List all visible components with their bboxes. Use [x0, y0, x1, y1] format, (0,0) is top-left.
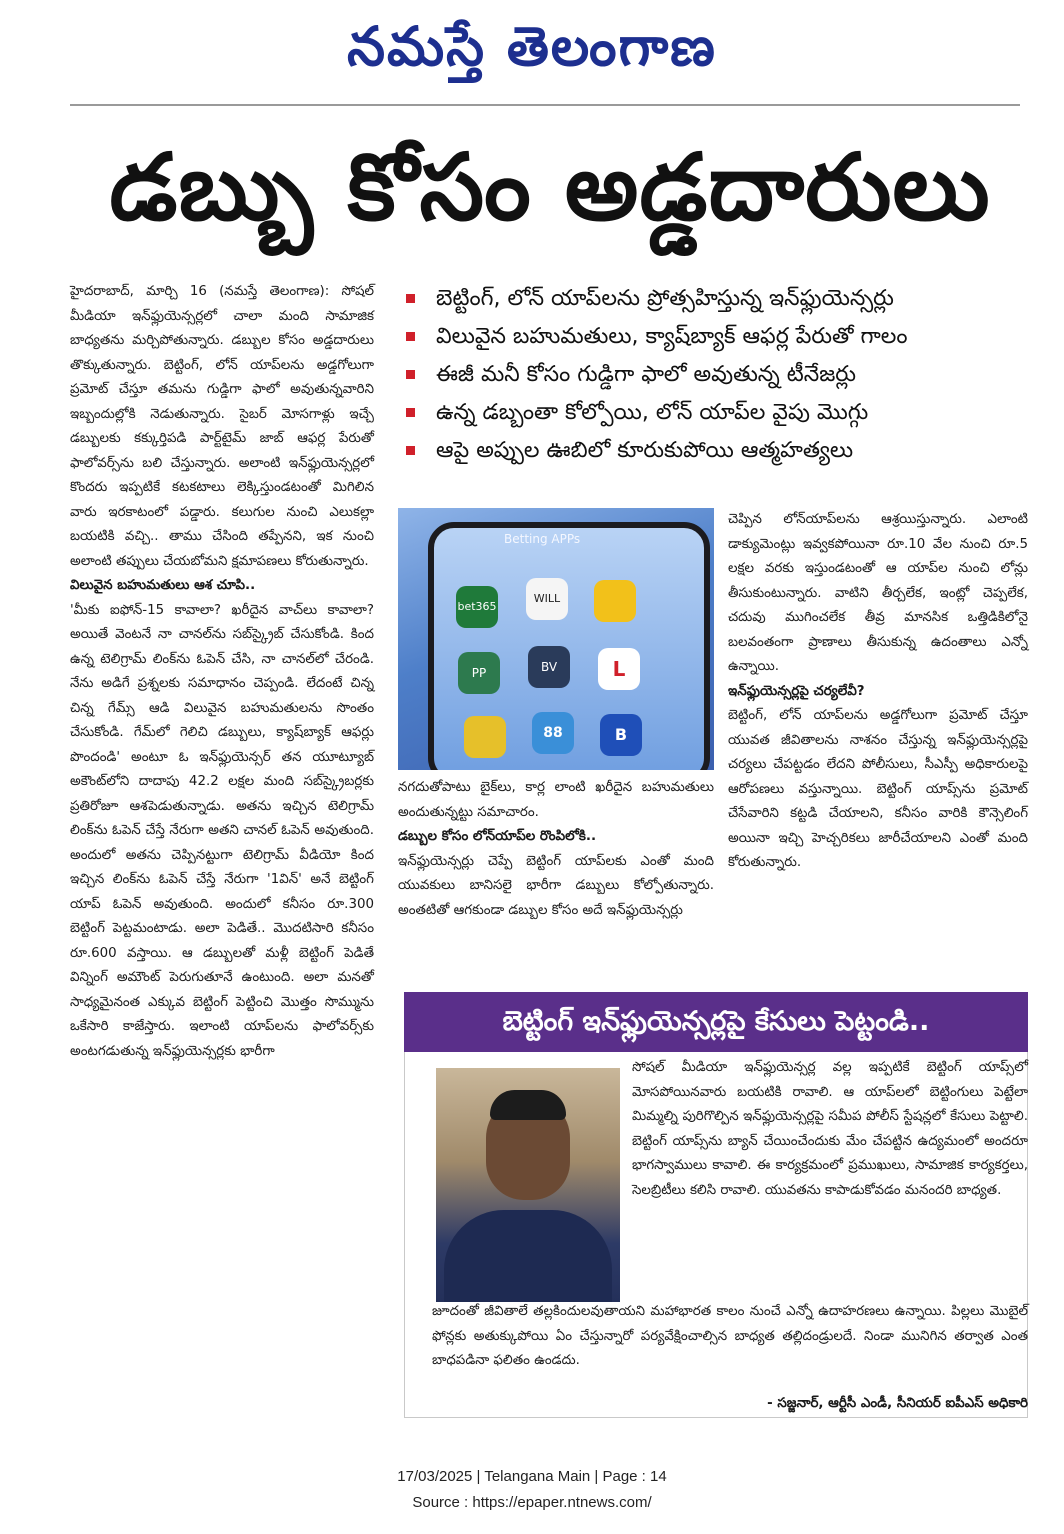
bullet-item: ఉన్న డబ్బంతా కోల్పోయి, లోన్ యాప్‌ల వైపు మొగ్గు	[400, 394, 1030, 432]
right-column	[728, 508, 1028, 876]
bullet-item: విలువైన బహుమతులు, క్యాష్‌బ్యాక్ ఆఫర్ల పేరుతో గాలం	[400, 318, 1030, 356]
middle-column	[398, 776, 714, 923]
bullet-item: బెట్టింగ్, లోన్ యాప్‌లను ప్రోత్సహిస్తున్న ఇన్‌ఫ్లుయెన్సర్లు	[400, 280, 1030, 318]
bullet-square-icon	[406, 446, 415, 455]
masthead-logo: నమస్తే తెలంగాణ	[347, 14, 717, 78]
bullet-item: ఆపై అప్పుల ఊబిలో కూరుకుపోయి ఆత్మహత్యలు	[400, 432, 1030, 470]
mid-paragraph-1: నగదుతోపాటు బైక్‌లు, కార్ల లాంటి ఖరీదైన బహుమతులు అందుతున్నట్టు సమాచారం.	[398, 780, 714, 820]
bullet-item: ఈజీ మనీ కోసం గుడ్డిగా ఫాలో అవుతున్న టీనేజర్లు	[400, 356, 1030, 394]
right-paragraph-2: బెట్టింగ్, లోన్ యాప్‌లను అడ్డగోలుగా ప్రమోట్ చేస్తూ యువత జీవితాలను నాశనం చేస్తున్న ఇన్‌ఫ్లుయెన్సర్లపై చర్యలు చేపట్టడం లేదని పోలీసులు, సీఎస్పీ అధికారులపై ఆరోపణలు వస్తున్నాయి. బెట్టింగ్ యాప్స్‌ను ప్రమోట్ చేసేవారిని కట్టడి చేయాలని, కనీసం వారికి కౌన్సెలింగ్ అయినా ఇచ్చి హెచ్చరికలు జారీచేయాలని ఎంతో మంది కోరుతున్నారు.	[728, 708, 1028, 870]
headline: డబ్బు కోసం అడ్డదారులు	[109, 134, 991, 241]
left-paragraph-2: 'మీకు ఐఫోన్-15 కావాలా? ఖరీదైన వాచ్‌లు కావాలా? అయితే వెంటనే నా చానల్‌ను సబ్‌స్క్రైబ్ చేసుకోండి. కింద ఉన్న టెలిగ్రామ్ లింక్‌ను ఓపెన్ చేసి, నా చానల్‌లో చేరండి. నేను అడిగే ప్రశ్నలకు సమాధానం చెప్పండి. లేదంటే చిన్న చిన్న గేమ్స్ ఆడి విలువైన బహుమతులను సొంతం చేసుకోండి. గేమ్‌లో గెలిచి డబ్బులు, క్యాష్‌బ్యాక్ ఆఫర్లు పొందండి' అంటూ ఓ ఇన్‌ఫ్లుయెన్సర్ తన యూట్యూబ్ అకౌంట్‌లోని దాదాపు 42.2 లక్షల మంది సబ్‌స్క్రైబర్లకు ప్రతిరోజూ ఆశపెడుతున్నాడు. అతను ఇచ్చిన టెలిగ్రామ్ లింక్‌ను ఓపెన్ చేస్తే నేరుగా అతని చానల్ ఓపెన్ అవుతుంది. అందులో అతను చెప్పినట్టుగా టెలిగ్రామ్ వీడియో కింద ఇచ్చిన లింక్‌ను ఓపెన్ చేస్తే నేరుగా '1విన్' అనే బెట్టింగ్ యాప్ ఓపెన్ అవుతుంది. అందులో కనీసం రూ.300 బెట్టింగ్ పెట్టమంటాడు. అలా పెడితే.. మొదటిసారి కనీసం రూ.600 వస్తాయి. ఆ డబ్బులతో మళ్లీ బెట్టింగ్ పెడితే విన్నింగ్ అమౌంట్ పెరుగుతూనే ఉంటుంది. అలా మనతో సాధ్యమైనంత ఎక్కువ బెట్టింగ్ పెట్టించి మొత్తం సొమ్మును ఒకేసారి కాజేస్తారు. ఇలాంటి యాప్‌లను ఫాలోవర్స్‌కు అంటగడుతున్న ఇన్‌ఫ్లుయెన్సర్లకు భారీగా	[70, 602, 374, 1059]
bullet-square-icon	[406, 408, 415, 417]
photo-app-folder-label: Betting APPs	[504, 532, 581, 546]
right-paragraph-1: చెప్పిన లోన్‌యాప్‌లను ఆశ్రయిస్తున్నారు. ఎలాంటి డాక్యుమెంట్లు ఇవ్వకపోయినా రూ.10 వేల నుంచి రూ.5 లక్షల వరకు ఇస్తుండటంతో ఆ యాప్‌ల నుంచి లోన్లు తీసుకుంటున్నారు. వాటిని తీర్చలేక, ఇంట్లో చెప్పలేక, చదువు ముగించలేక తీవ్ర మానసిక ఒత్తిడికిలోనై బలవంతంగా ప్రాణాలు తీసుకున్న ఉదంతాలు ఎన్నో ఉన్నాయి.	[728, 512, 1028, 674]
bullet-square-icon	[406, 332, 415, 341]
bullet-square-icon	[406, 294, 415, 303]
portrait-hair	[490, 1090, 566, 1120]
app-icon: BV	[528, 646, 570, 688]
app-icon: L	[598, 648, 640, 690]
footer-source-line: Source : https://epaper.ntnews.com/	[412, 1494, 652, 1511]
quote-attribution: - సజ్జనార్, ఆర్టీసీ ఎండీ, సీనియర్ ఐపీఎస్ అధికారి	[767, 1396, 1028, 1411]
betting-apps-photo	[398, 508, 714, 770]
speaker-portrait	[436, 1068, 620, 1302]
footer-date-line: 17/03/2025 | Telangana Main | Page : 14	[397, 1468, 667, 1485]
app-icon	[594, 580, 636, 622]
quote-banner: బెట్టింగ్ ఇన్‌ఫ్లుయెన్సర్లపై కేసులు పెట్టండి..	[404, 992, 1028, 1052]
left-paragraph-1: హైదరాబాద్, మార్చి 16 (నమస్తే తెలంగాణ): సోషల్ మీడియా ఇన్‌ఫ్లుయెన్సర్లలో చాలా మంది సామాజిక బాధ్యతను మర్చిపోతున్నారు. డబ్బుల కోసం అడ్డదారులు తొక్కుతున్నారు. బెట్టింగ్, లోన్ యాప్‌లను అడ్డగోలుగా ప్రమోట్ చేస్తూ తమను గుడ్డిగా ఫాలో అవుతున్నవారిని ఇబ్బందుల్లోకి నెడుతున్నారు. సైబర్ మోసగాళ్లు ఇచ్చే డబ్బులకు కక్కుర్తిపడి పార్ట్‌టైమ్ జాబ్ ఆఫర్ల పేరుతో ఫాలోవర్స్‌ను బలి చేస్తున్నారు. అలాంటి ఇన్‌ఫ్లుయెన్సర్లలో కొందరు ఇప్పటికే కటకటాలు లెక్కిస్తుండటంతో మిగిలిన వారు ఇరకాటంలో పడ్డారు. కలుగుల నుంచి ఎలుకల్లా బయటికి వచ్చి.. తాము చేసింది తప్పేనని, ఇక నుంచి అలాంటి తప్పులు చేయబోమని క్షమాపణలు కోరుతున్నారు.	[70, 284, 374, 569]
app-icon: 88	[532, 712, 574, 754]
masthead-rule	[70, 104, 1020, 106]
quote-text-right: సోషల్ మీడియా ఇన్‌ఫ్లుయెన్సర్ల వల్ల ఇప్పటికే బెట్టింగ్ యాప్స్‌లో మోసపోయినవారు బయటికి రావాలి. ఆ యాప్‌లలో బెట్టింగులు పెట్టేలా మిమ్మల్ని పురిగొల్పిన ఇన్‌ఫ్లుయెన్సర్లపై సమీప పోలీస్ స్టేషన్లలో కేసులు పెట్టాలి. బెట్టింగ్ యాప్స్‌ను బ్యాన్ చేయించేందుకు మేం చేపట్టిన ఉద్యమంలో అందరూ భాగస్వాములు కావాలి. ఈ కార్యక్రమంలో ప్రముఖులు, సామాజిక కార్యకర్తలు, సెలబ్రిటీలు కలిసి రావాలి. యువతను కాపాడుకోవడం మనందరి బాధ్యత.	[632, 1060, 1028, 1198]
phone-screen	[428, 522, 710, 770]
quote-text-bottom: జూదంతో జీవితాలే తల్లకిందులవుతాయని మహాభారత కాలం నుంచే ఎన్నో ఉదాహరణలు ఉన్నాయి. పిల్లలు మొబైల్ ఫోన్లకు అతుక్కుపోయి ఏం చేస్తున్నారో పర్యవేక్షించాల్సిన బాధ్యత తల్లిదండ్రులదే. నిండా మునిగిన తర్వాత ఎంత బాధపడినా ఫలితం ఉండదు.	[432, 1304, 1028, 1368]
mid-paragraph-2: ఇన్‌ఫ్లుయెన్సర్లు చెప్పే బెట్టింగ్ యాప్‌లకు ఎంతో మంది యువకులు బానిసలై భారీగా డబ్బులు కోల్పోతున్నారు. అంతటితో ఆగకుండా డబ్బుల కోసం అదే ఇన్‌ఫ్లుయెన్సర్లు	[398, 853, 714, 918]
app-icon: bet365	[456, 586, 498, 628]
bullet-square-icon	[406, 370, 415, 379]
app-icon: WILL	[526, 578, 568, 620]
app-icon: B	[600, 714, 642, 756]
highlight-bullets	[400, 280, 1030, 470]
mid-subheading: డబ్బుల కోసం లోన్‌యాప్‌ల రొంపిలోకి..	[398, 829, 597, 844]
right-subheading: ఇన్‌ఫ్లుయెన్సర్లపై చర్యలేవీ?	[728, 683, 865, 699]
left-subheading: విలువైన బహుమతులు ఆశ చూపి..	[70, 578, 256, 593]
portrait-suit	[444, 1210, 612, 1302]
app-icon: PP	[458, 652, 500, 694]
app-icon	[464, 716, 506, 758]
left-column	[70, 280, 374, 1064]
